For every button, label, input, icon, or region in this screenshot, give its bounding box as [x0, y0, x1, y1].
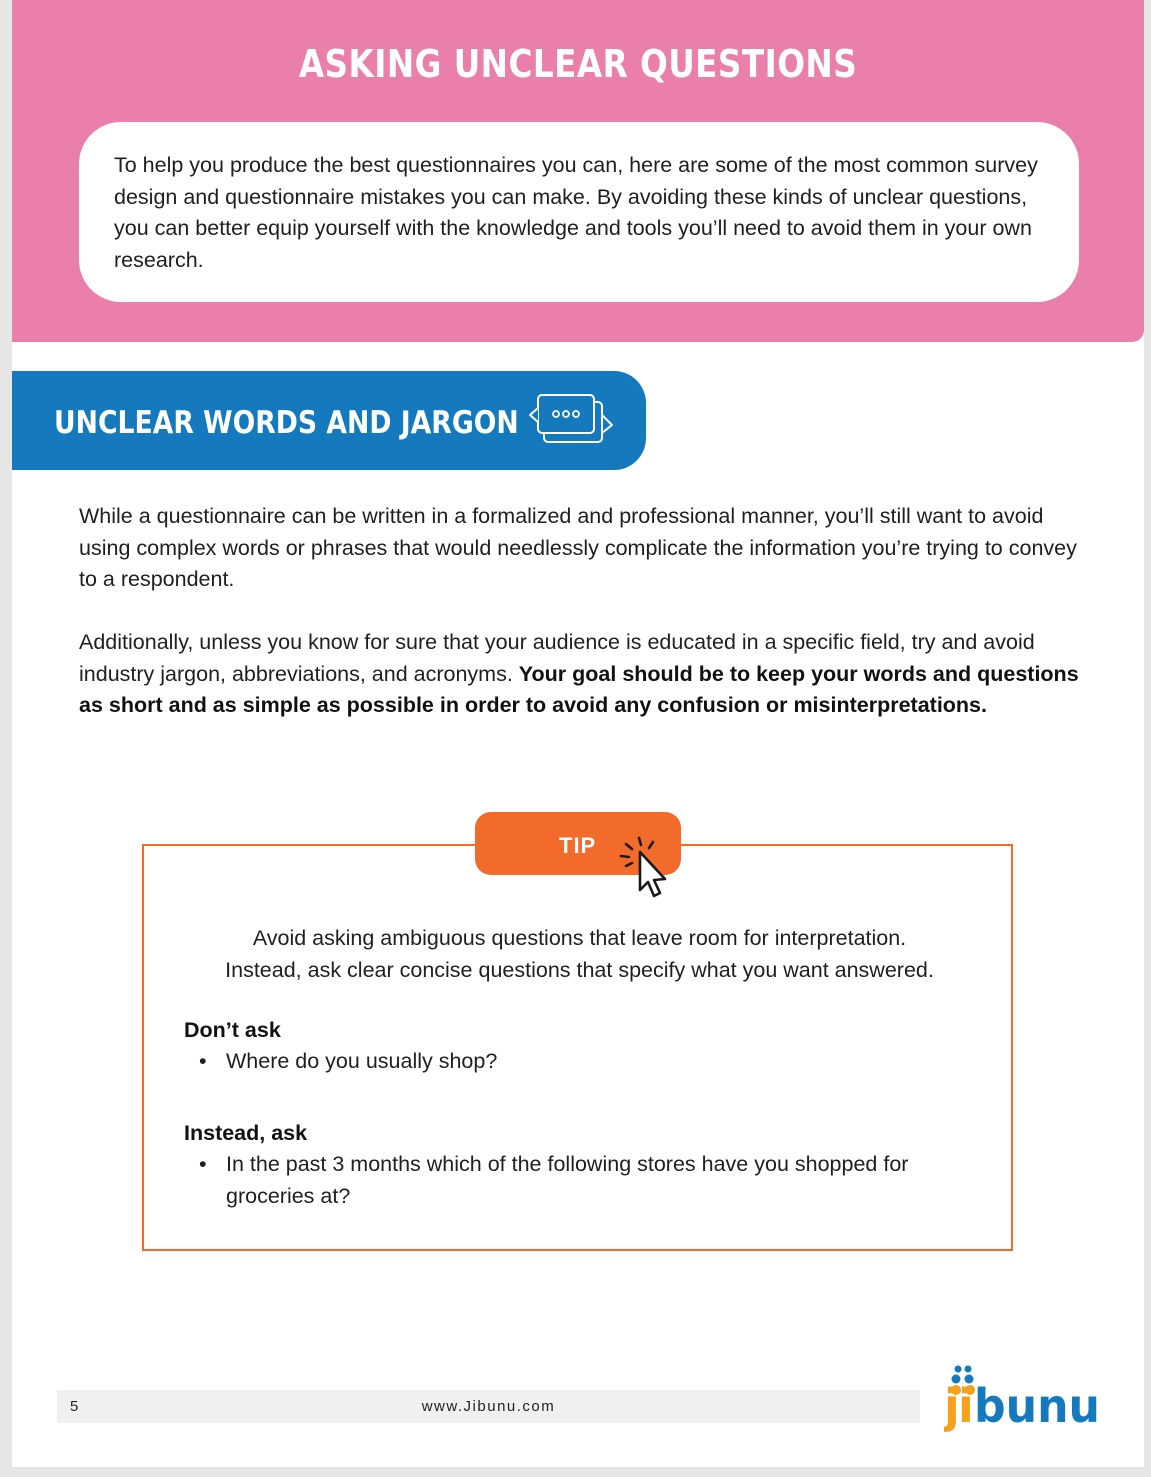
- dont-ask-heading: Don’t ask: [184, 1018, 281, 1042]
- svg-text:i: i: [958, 1379, 974, 1433]
- footer-bar: [57, 1390, 920, 1423]
- dont-ask-list: [199, 1046, 959, 1078]
- list-item: • In the past 3 months which of the following stores have you shopped for groceries at?: [199, 1149, 959, 1212]
- cursor-click-icon: [618, 836, 674, 906]
- paragraph-2: [79, 627, 1079, 722]
- tip-intro-line-1: Avoid asking ambiguous questions that leave room for interpretation.: [252, 926, 907, 950]
- document-page: [12, 0, 1144, 1467]
- section-banner: [12, 371, 646, 470]
- paragraph-2-normal: Additionally, unless you know for sure that your audience is educated in a specific field, try and avoid industry jargon, abbreviations, and acronyms.: [79, 630, 1035, 686]
- page-number: 5: [70, 1398, 79, 1415]
- jibunu-logo: [944, 1362, 1104, 1438]
- list-item: • Where do you usually shop?: [199, 1046, 959, 1078]
- svg-text:bunu: bunu: [974, 1379, 1100, 1433]
- tip-intro-line-2: Instead, ask clear concise questions that specify what you want answered.: [225, 957, 934, 982]
- tip-intro: [144, 923, 1015, 986]
- intro-card: [79, 122, 1079, 302]
- section-title: UNCLEAR WORDS AND JARGON: [54, 405, 519, 441]
- chat-bubbles-icon: [528, 393, 618, 447]
- tip-label: TIP: [559, 833, 597, 858]
- tip-box: [142, 844, 1013, 1251]
- paragraph-2-bold: Your goal should be to keep your words and questions as short and as simple as possible in order to avoid any confusion or misinterpretations.: [79, 661, 1079, 717]
- paragraph-1: While a questionnaire can be written in a formalized and professional manner, you’ll still want to avoid using complex words or phrases that would needlessly complicate the information you’re trying to convey to a respondent.: [79, 504, 1077, 591]
- tip-badge: [475, 812, 681, 875]
- intro-text: To help you produce the best questionnaires you can, here are some of the most common survey design and questionnaire mistakes you can make. By avoiding these kinds of unclear questions, you can better equip yourself with the knowledge and tools you’ll need to avoid them in your own research.: [114, 153, 1038, 272]
- page-title: ASKING UNCLEAR QUESTIONS: [298, 42, 858, 86]
- website-link[interactable]: www.Jibunu.com: [421, 1398, 556, 1415]
- instead-ask-list: [199, 1149, 959, 1212]
- header-banner: [12, 0, 1144, 342]
- instead-ask-heading: Instead, ask: [184, 1121, 308, 1145]
- svg-text:j: j: [944, 1379, 960, 1433]
